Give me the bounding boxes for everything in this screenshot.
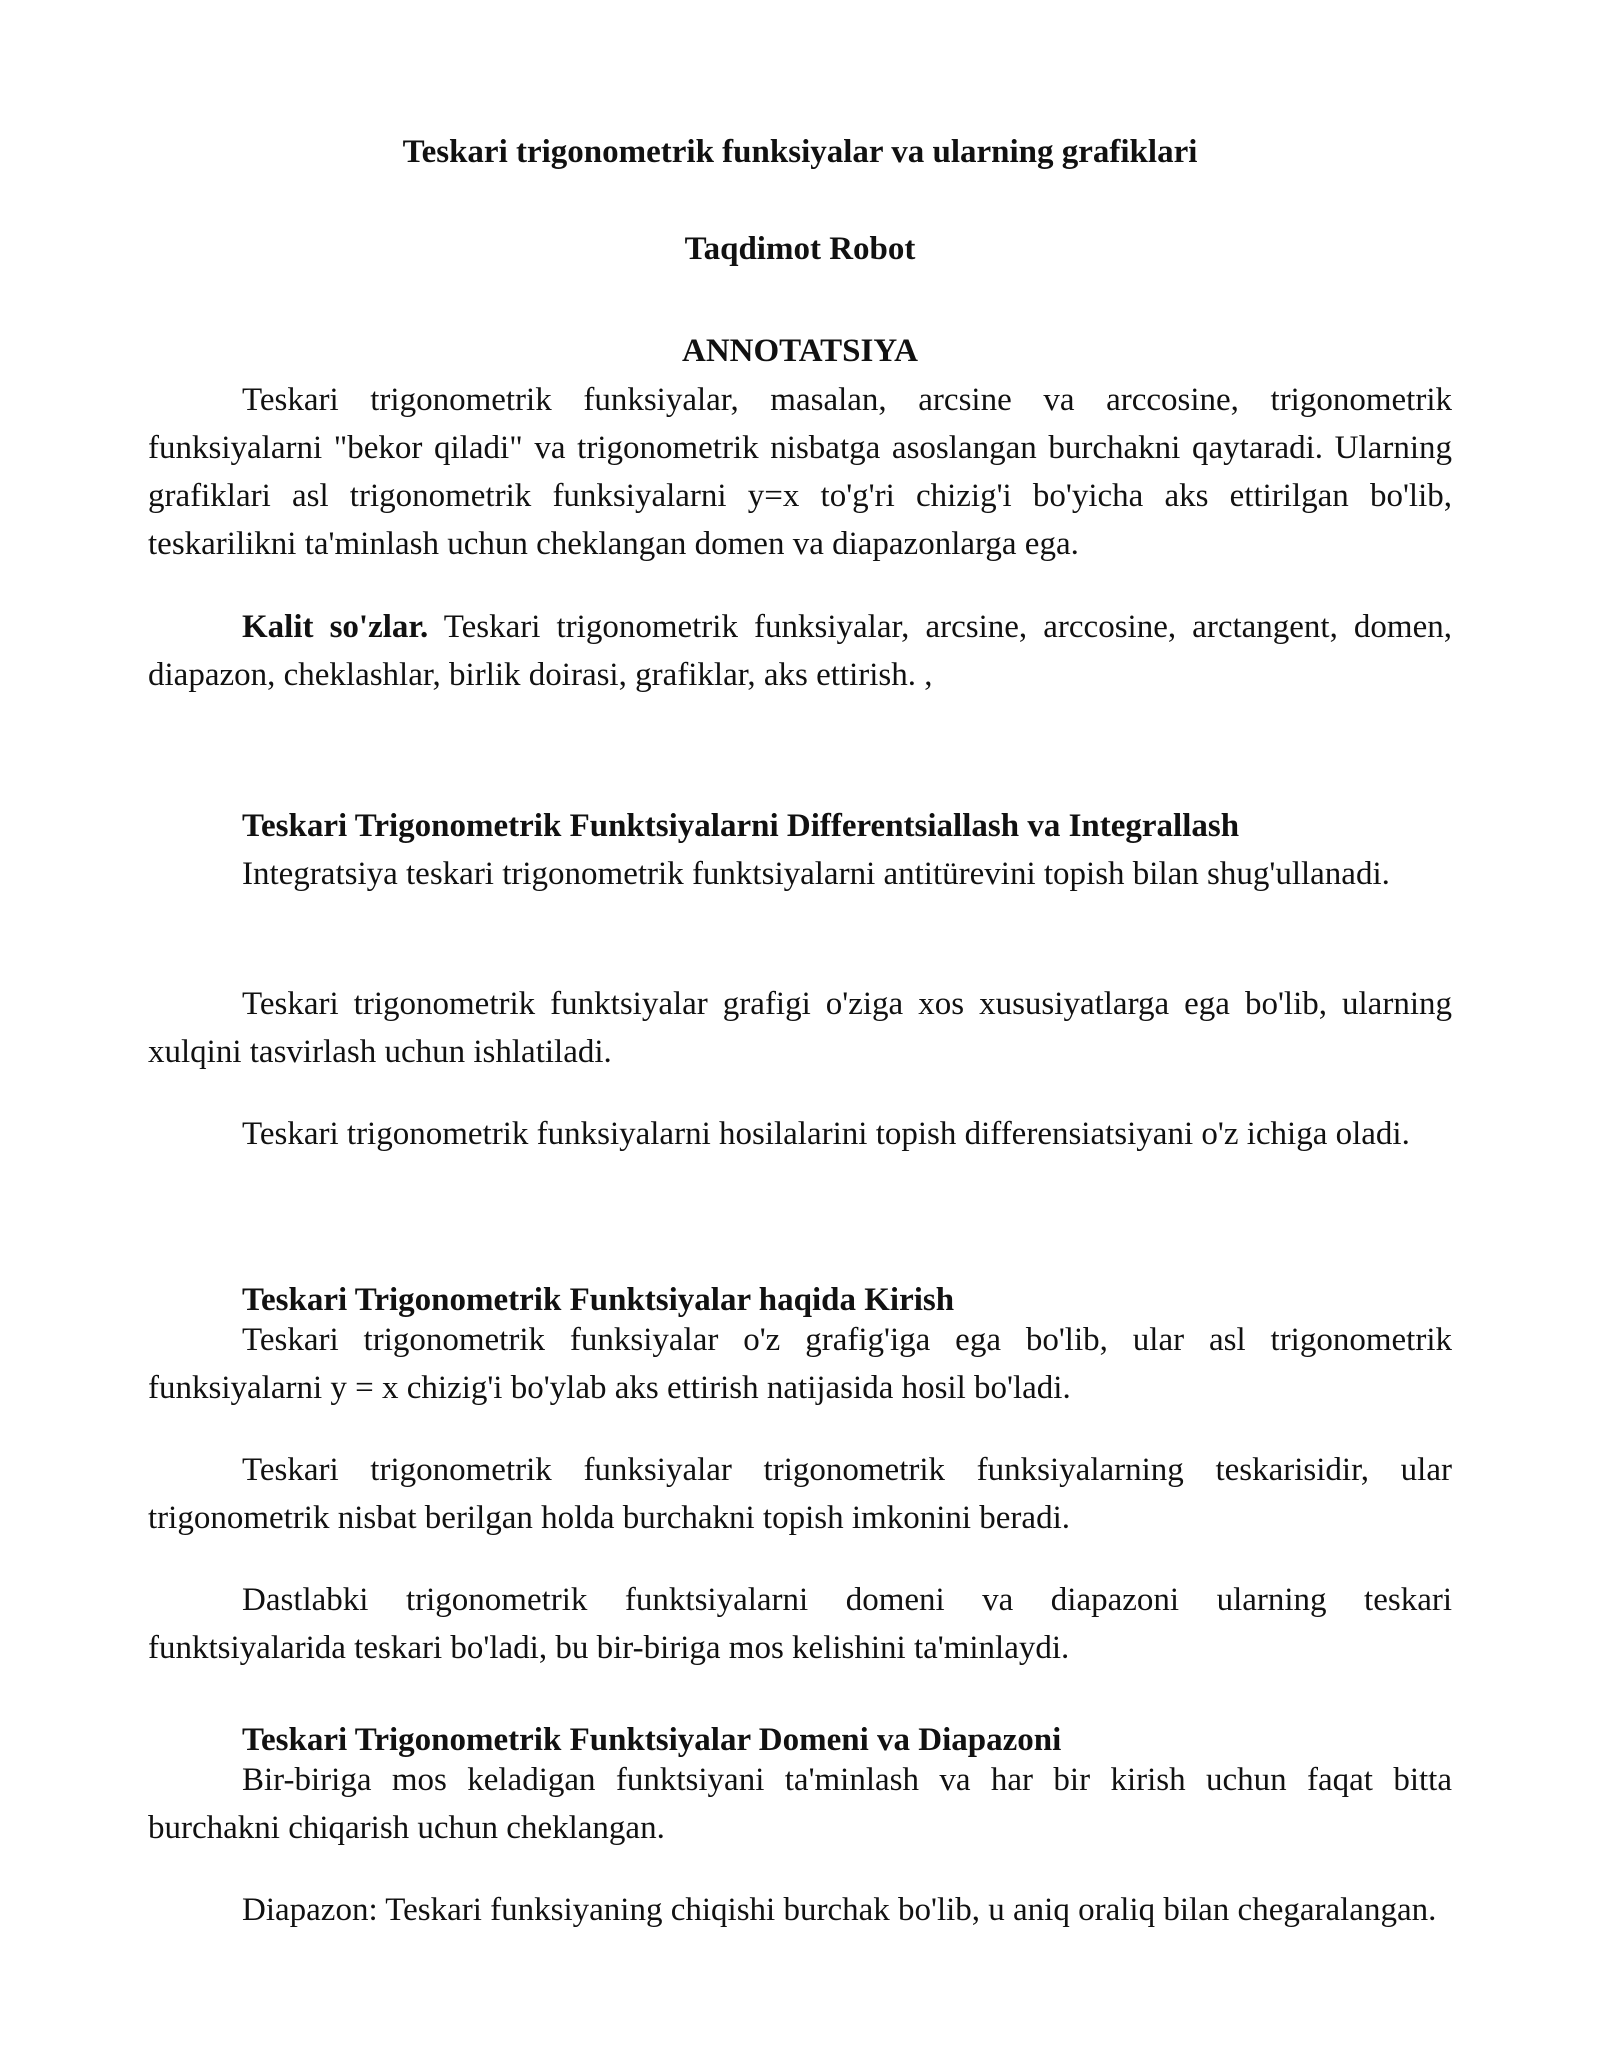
section-heading-differentiation: Teskari Trigonometrik Funktsiyalarni Differentsiallash va Integrallash [242, 808, 1240, 844]
section-paragraph: Teskari trigonometrik funktsiyalar grafigi o'ziga xos xususiyatlarga ega bo'lib, ularning xulqini tasvirlash uchun ishlatiladi. [148, 986, 1452, 1070]
section-paragraph: Integratsiya teskari trigonometrik funktsiyalarni antitürevini topish bilan shug'ullanadi. [242, 856, 1390, 892]
section-paragraph: Diapazon: Teskari funksiyaning chiqishi burchak bo'lib, u aniq oraliq bilan chegaralangan. [242, 1892, 1437, 1928]
document-title: Teskari trigonometrik funksiyalar va ularning grafiklari [402, 134, 1198, 170]
keywords-text: Teskari trigonometrik funksiyalar, arcsine, arccosine, arctangent, domen, diapazon, cheklashlar, birlik doirasi, grafiklar, aks ettirish. , [148, 609, 1452, 693]
annotation-heading: ANNOTATSIYA [682, 333, 918, 369]
section-paragraph: Bir-biriga mos keladigan funktsiyani ta'minlash va har bir kirish uchun faqat bitta burchakni chiqarish uchun cheklangan. [148, 1762, 1452, 1846]
section-paragraph: Teskari trigonometrik funksiyalar o'z grafig'iga ega bo'lib, ular asl trigonometrik funksiyalarni y = x chizig'i bo'ylab aks ettirish natijasida hosil bo'ladi. [148, 1322, 1452, 1406]
keywords-label: Kalit so'zlar. [242, 609, 429, 645]
keywords-paragraph [148, 603, 1452, 699]
section-heading-domain-range: Teskari Trigonometrik Funktsiyalar Domeni va Diapazoni [242, 1722, 1062, 1758]
document-author: Taqdimot Robot [684, 231, 916, 267]
annotation-paragraph: Teskari trigonometrik funksiyalar, masalan, arcsine va arccosine, trigonometrik funksiyalarni "bekor qiladi" va trigonometrik nisbatga asoslangan burchakni qaytaradi. Ularning grafiklari asl trigonometrik funksiyalarni y=x to'g'ri chizig'i bo'yicha aks ettirilgan bo'lib, teskarilikni ta'minlash uchun cheklangan domen va diapazonlarga ega. [148, 382, 1452, 562]
document-page [148, 0, 1452, 2070]
section-paragraph: Teskari trigonometrik funksiyalar trigonometrik funksiyalarning teskarisidir, ular trigonometrik nisbat berilgan holda burchakni topish imkonini beradi. [148, 1452, 1452, 1536]
section-heading-introduction: Teskari Trigonometrik Funktsiyalar haqida Kirish [242, 1282, 955, 1318]
section-paragraph: Teskari trigonometrik funksiyalarni hosilalarini topish differensiatsiyani o'z ichiga oladi. [242, 1116, 1410, 1152]
section-paragraph: Dastlabki trigonometrik funktsiyalarni domeni va diapazoni ularning teskari funktsiyalarida teskari bo'ladi, bu bir-biriga mos kelishini ta'minlaydi. [148, 1582, 1452, 1666]
